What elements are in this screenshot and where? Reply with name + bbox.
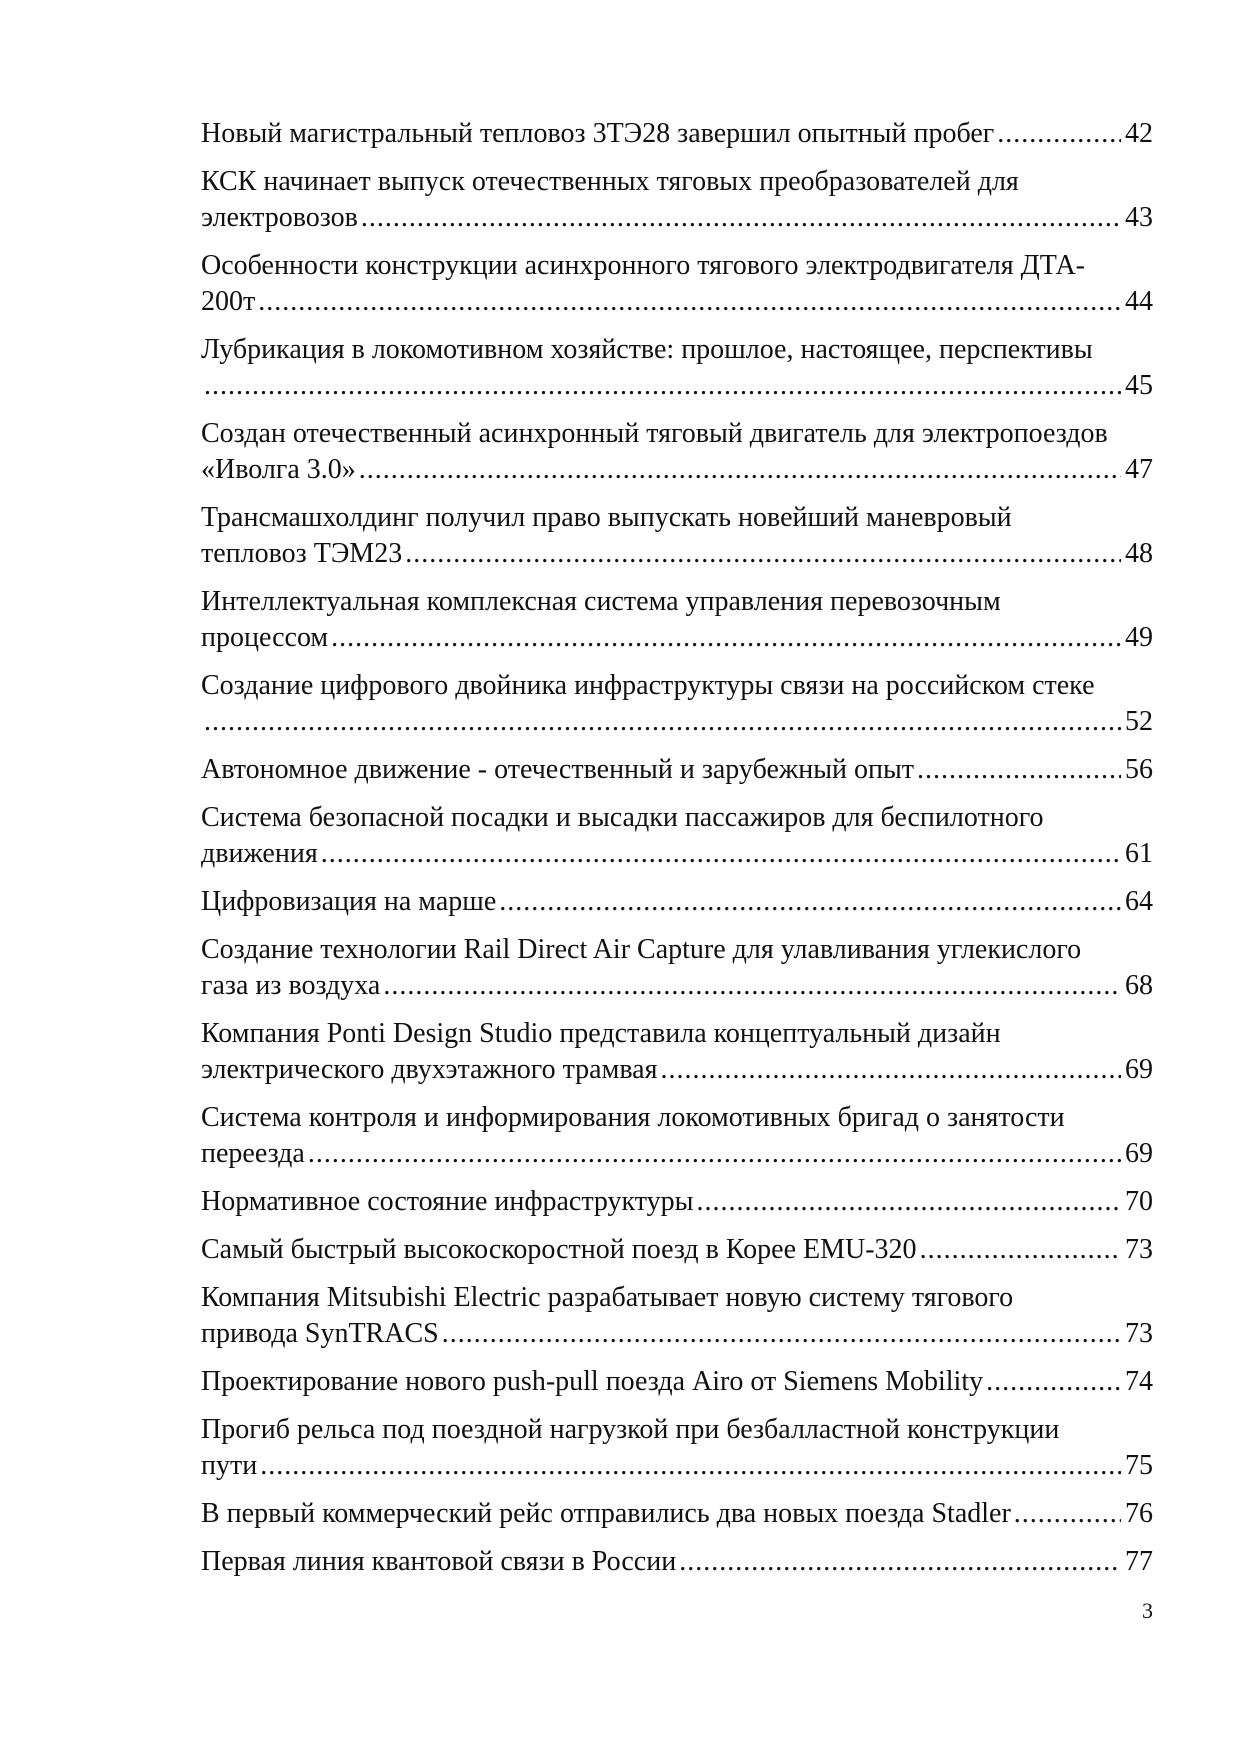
toc-page-number: 68 [1125, 970, 1153, 1001]
toc-entry [201, 1364, 1153, 1400]
toc-page-number: 75 [1125, 1450, 1153, 1481]
toc-entry [201, 116, 1153, 152]
dot-leader [696, 1184, 1121, 1220]
toc-page-number: 64 [1125, 886, 1153, 917]
toc-entry-title: Создание технологии Rail Direct Air Capture для улавливания углекислого [201, 934, 1082, 965]
toc-entry [201, 332, 1153, 404]
toc-entry-last-line [201, 200, 1153, 236]
toc-entry-title: процессом [201, 622, 329, 653]
toc-entry [201, 584, 1153, 656]
toc-entry [201, 1412, 1153, 1484]
toc-page-number: 73 [1125, 1318, 1153, 1349]
toc-entry-title: Проектирование нового push-pull поезда Airo от Siemens Mobility [201, 1366, 984, 1397]
toc-entry-last-line [201, 968, 1153, 1004]
toc-entry-last-line [201, 1364, 1153, 1400]
toc-entry [201, 1544, 1153, 1580]
dot-leader [1014, 1496, 1121, 1532]
toc-entry-title: Новый магистральный тепловоз 3ТЭ28 завершил опытный пробег [201, 118, 995, 149]
toc-page-number: 77 [1125, 1546, 1153, 1577]
toc-page-number: 61 [1125, 838, 1153, 869]
toc-page-number: 69 [1125, 1054, 1153, 1085]
dot-leader [920, 1232, 1121, 1268]
toc-page-number: 70 [1125, 1186, 1153, 1217]
toc-page-number: 42 [1125, 118, 1153, 149]
toc-entry-title: Особенности конструкции асинхронного тягового электродвигателя ДТА- [201, 250, 1085, 281]
toc-entry [201, 1016, 1153, 1088]
dot-leader [308, 1136, 1121, 1172]
toc-entry [201, 416, 1153, 488]
toc-entry-last-line [201, 1052, 1153, 1088]
toc-entry [201, 500, 1153, 572]
toc-entry-title: Автономное движение - отечественный и зарубежный опыт [201, 754, 915, 785]
dot-leader [986, 1364, 1121, 1400]
toc-entry-last-line [201, 752, 1153, 788]
dot-leader [997, 116, 1121, 152]
toc-entry-last-line [201, 836, 1153, 872]
dot-leader [442, 1316, 1121, 1352]
dot-leader [204, 704, 1121, 740]
toc-entry-last-line [201, 1232, 1153, 1268]
toc-page-number: 44 [1125, 286, 1153, 317]
toc-entry-title: Система контроля и информирования локомотивных бригад о занятости [201, 1102, 1065, 1133]
toc-entry-title: Компания Ponti Design Studio представила концептуальный дизайн [201, 1018, 1001, 1049]
toc-page-number: 47 [1125, 454, 1153, 485]
toc-entry [201, 248, 1153, 320]
toc-entry-title: Цифровизация на марше [201, 886, 497, 917]
toc-entry [201, 668, 1153, 740]
toc-entry-title: газа из воздуха [201, 970, 381, 1001]
toc-entry-title: пути [201, 1450, 258, 1481]
toc-entry [201, 1496, 1153, 1532]
toc-entry-title: электрического двухэтажного трамвая [201, 1054, 658, 1085]
toc-entry-last-line [201, 1544, 1153, 1580]
dot-leader [660, 1052, 1121, 1088]
toc-page-number: 48 [1125, 538, 1153, 569]
dot-leader [361, 200, 1121, 236]
toc-entry-title: Нормативное состояние инфраструктуры [201, 1186, 694, 1217]
dot-leader [260, 1448, 1121, 1484]
toc-entry-last-line [201, 284, 1153, 320]
toc-entry-last-line [201, 1496, 1153, 1532]
toc-entry-title: тепловоз ТЭМ23 [201, 538, 403, 569]
toc-entry-title: Самый быстрый высокоскоростной поезд в Корее EMU-320 [201, 1234, 917, 1265]
dot-leader [204, 368, 1121, 404]
dot-leader [359, 452, 1121, 488]
toc-entry-title: КСК начинает выпуск отечественных тяговых преобразователей для [201, 166, 1019, 197]
toc-entry-title: В первый коммерческий рейс отправились два новых поезда Stadler [201, 1498, 1011, 1529]
toc-page-number: 43 [1125, 202, 1153, 233]
dot-leader [331, 620, 1121, 656]
toc-page-number: 49 [1125, 622, 1153, 653]
toc-entry-last-line [201, 1316, 1153, 1352]
toc-entry [201, 1100, 1153, 1172]
toc-entry [201, 1184, 1153, 1220]
dot-leader [383, 968, 1121, 1004]
dot-leader [679, 1544, 1121, 1580]
dot-leader [917, 752, 1121, 788]
toc-entry-title: Компания Mitsubishi Electric разрабатывает новую систему тягового [201, 1282, 1014, 1313]
toc-entry [201, 1280, 1153, 1352]
toc-entry-title: Система безопасной посадки и высадки пассажиров для беспилотного [201, 802, 1044, 833]
toc-entry-title: электровозов [201, 202, 358, 233]
toc-entry [201, 932, 1153, 1004]
toc-entry-last-line [201, 536, 1153, 572]
toc-entry-title: Создание цифрового двойника инфраструктуры связи на российском стеке [201, 670, 1095, 701]
toc-entry-last-line [201, 452, 1153, 488]
toc-page-number: 73 [1125, 1234, 1153, 1265]
toc-entry-last-line [201, 1184, 1153, 1220]
toc-entry-title: привода SynTRACS [201, 1318, 439, 1349]
toc-page-number: 56 [1125, 754, 1153, 785]
dot-leader [405, 536, 1121, 572]
dot-leader [258, 284, 1121, 320]
toc-entry [201, 800, 1153, 872]
toc-entry-last-line [201, 884, 1153, 920]
toc-page-number: 52 [1125, 706, 1153, 737]
toc-entry-title: Прогиб рельса под поездной нагрузкой при безбалластной конструкции [201, 1414, 1060, 1445]
toc-entry-title: Лубрикация в локомотивном хозяйстве: прошлое, настоящее, перспективы [201, 334, 1093, 365]
toc-entry-title: Интеллектуальная комплексная система управления перевозочным [201, 586, 1001, 617]
toc-entry-title: 200т [201, 286, 256, 317]
toc-entry [201, 752, 1153, 788]
toc-entry-title: переезда [201, 1138, 305, 1169]
toc-entry-last-line [201, 368, 1153, 404]
toc-entry [201, 164, 1153, 236]
toc-page-number: 74 [1125, 1366, 1153, 1397]
dot-leader [321, 836, 1121, 872]
toc-page-number: 45 [1125, 370, 1153, 401]
toc-entry-last-line [201, 704, 1153, 740]
toc-entry-last-line [201, 1448, 1153, 1484]
toc-entry-title: Первая линия квантовой связи в России [201, 1546, 677, 1577]
table-of-contents [201, 116, 1153, 1592]
dot-leader [499, 884, 1121, 920]
toc-entry-title: Создан отечественный асинхронный тяговый двигатель для электропоездов [201, 418, 1108, 449]
toc-entry-title: Трансмашхолдинг получил право выпускать новейший маневровый [201, 502, 1012, 533]
toc-entry-last-line [201, 620, 1153, 656]
toc-entry-title: движения [201, 838, 318, 869]
toc-entry [201, 1232, 1153, 1268]
toc-page-number: 76 [1125, 1498, 1153, 1529]
toc-entry-last-line [201, 116, 1153, 152]
page-number: 3 [1142, 1598, 1153, 1623]
toc-page-number: 69 [1125, 1138, 1153, 1169]
toc-entry-last-line [201, 1136, 1153, 1172]
toc-entry-title: «Иволга 3.0» [201, 454, 356, 485]
toc-entry [201, 884, 1153, 920]
